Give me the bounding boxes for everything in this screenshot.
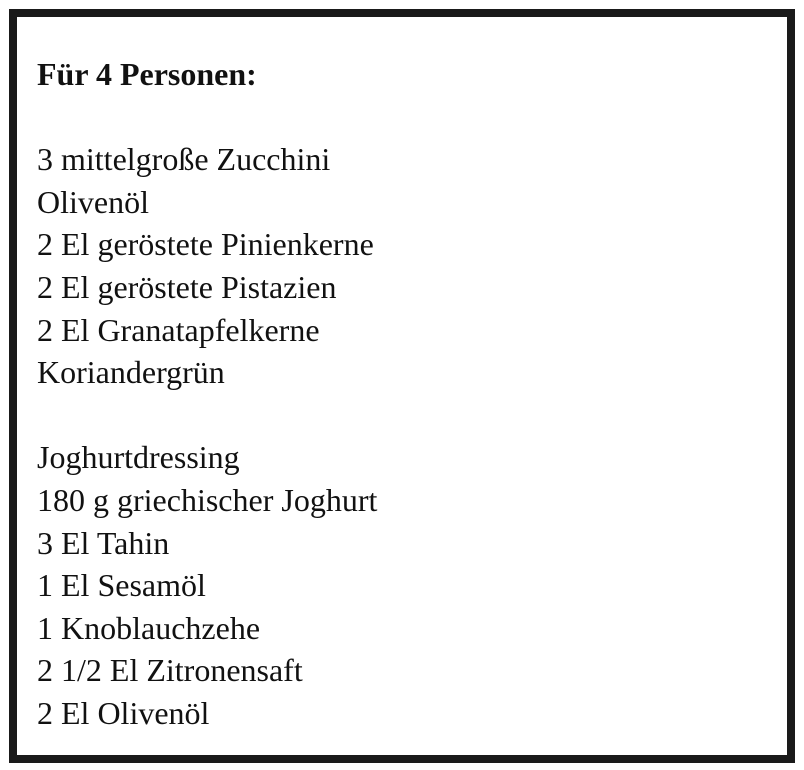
ingredient-item: 2 El geröstete Pistazien xyxy=(37,268,337,305)
dressing-heading: Joghurtdressing xyxy=(37,439,240,476)
ingredient-item: Koriandergrün xyxy=(37,354,225,391)
dressing-ingredient-item: 3 El Tahin xyxy=(37,524,170,561)
dressing-ingredient-item: 1 El Sesamöl xyxy=(37,567,206,604)
recipe-card xyxy=(9,9,795,763)
spacer xyxy=(37,394,777,437)
recipe-content xyxy=(37,53,777,735)
ingredient-item: 2 El Granatapfelkerne xyxy=(37,311,320,348)
ingredient-item: 2 El geröstete Pinienkerne xyxy=(37,226,374,263)
dressing-ingredient-list xyxy=(37,479,777,735)
ingredient-item: 3 mittelgroße Zucchini xyxy=(37,141,331,178)
dressing-ingredient-item: 2 1/2 El Zitronensaft xyxy=(37,652,303,689)
main-ingredient-list xyxy=(37,138,777,394)
ingredient-item: Olivenöl xyxy=(37,183,149,220)
dressing-ingredient-item: 2 El Olivenöl xyxy=(37,694,210,731)
spacer xyxy=(37,96,777,139)
servings-title: Für 4 Personen: xyxy=(37,56,257,92)
dressing-ingredient-item: 1 Knoblauchzehe xyxy=(37,609,261,646)
dressing-ingredient-item: 180 g griechischer Joghurt xyxy=(37,481,378,518)
